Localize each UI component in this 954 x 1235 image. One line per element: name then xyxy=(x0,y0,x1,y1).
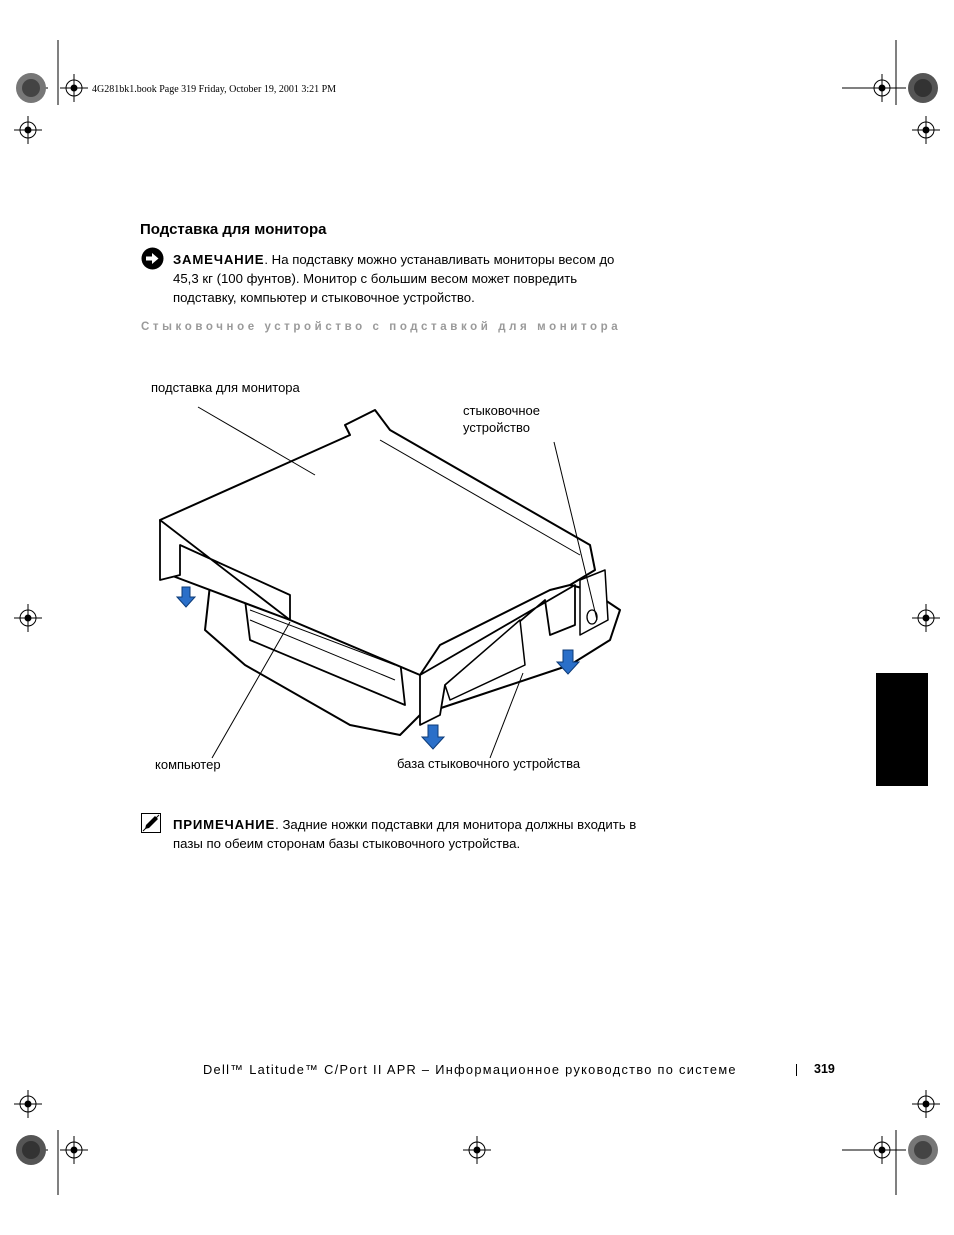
notice-block xyxy=(173,250,643,307)
callout-docking-device-line1: стыковочное xyxy=(463,403,540,418)
note-text: . Задние ножки подставки для монитора должны входить в пазы по обеим сторонам базы стыковочного устройства. xyxy=(173,817,637,851)
footer-text: Dell™ Latitude™ C/Port II APR – Информационное руководство по системе xyxy=(203,1062,737,1077)
note-label: ПРИМЕЧАНИЕ xyxy=(173,817,276,832)
note-pencil-icon xyxy=(141,813,161,833)
callout-computer: компьютер xyxy=(155,757,221,772)
note-block xyxy=(173,815,643,853)
print-info: 4G281bk1.book Page 319 Friday, October 19, 2001 3:21 PM xyxy=(92,84,337,95)
page-number: 319 xyxy=(814,1062,835,1076)
section-heading: Подставка для монитора xyxy=(140,221,327,238)
notice-arrow-icon xyxy=(141,247,164,270)
notice-label: ЗАМЕЧАНИЕ xyxy=(173,252,265,267)
callout-dock-base: база стыковочного устройства xyxy=(397,756,581,771)
callout-monitor-stand: подставка для монитора xyxy=(151,380,300,395)
section-thumb-tab xyxy=(876,673,928,786)
arrow-left xyxy=(177,587,195,607)
figure-title: Стыковочное устройство с подставкой для монитора xyxy=(141,321,622,333)
callout-docking-device-line2: устройство xyxy=(463,420,530,435)
arrow-center xyxy=(422,725,444,749)
footer-separator xyxy=(796,1064,797,1076)
docking-illustration xyxy=(150,395,630,775)
notice-text: . На подставку можно устанавливать мониторы весом до 45,3 кг (100 фунтов). Монитор с большим весом может повредить подставку, компьютер и стыковочное устройство. xyxy=(173,252,615,305)
